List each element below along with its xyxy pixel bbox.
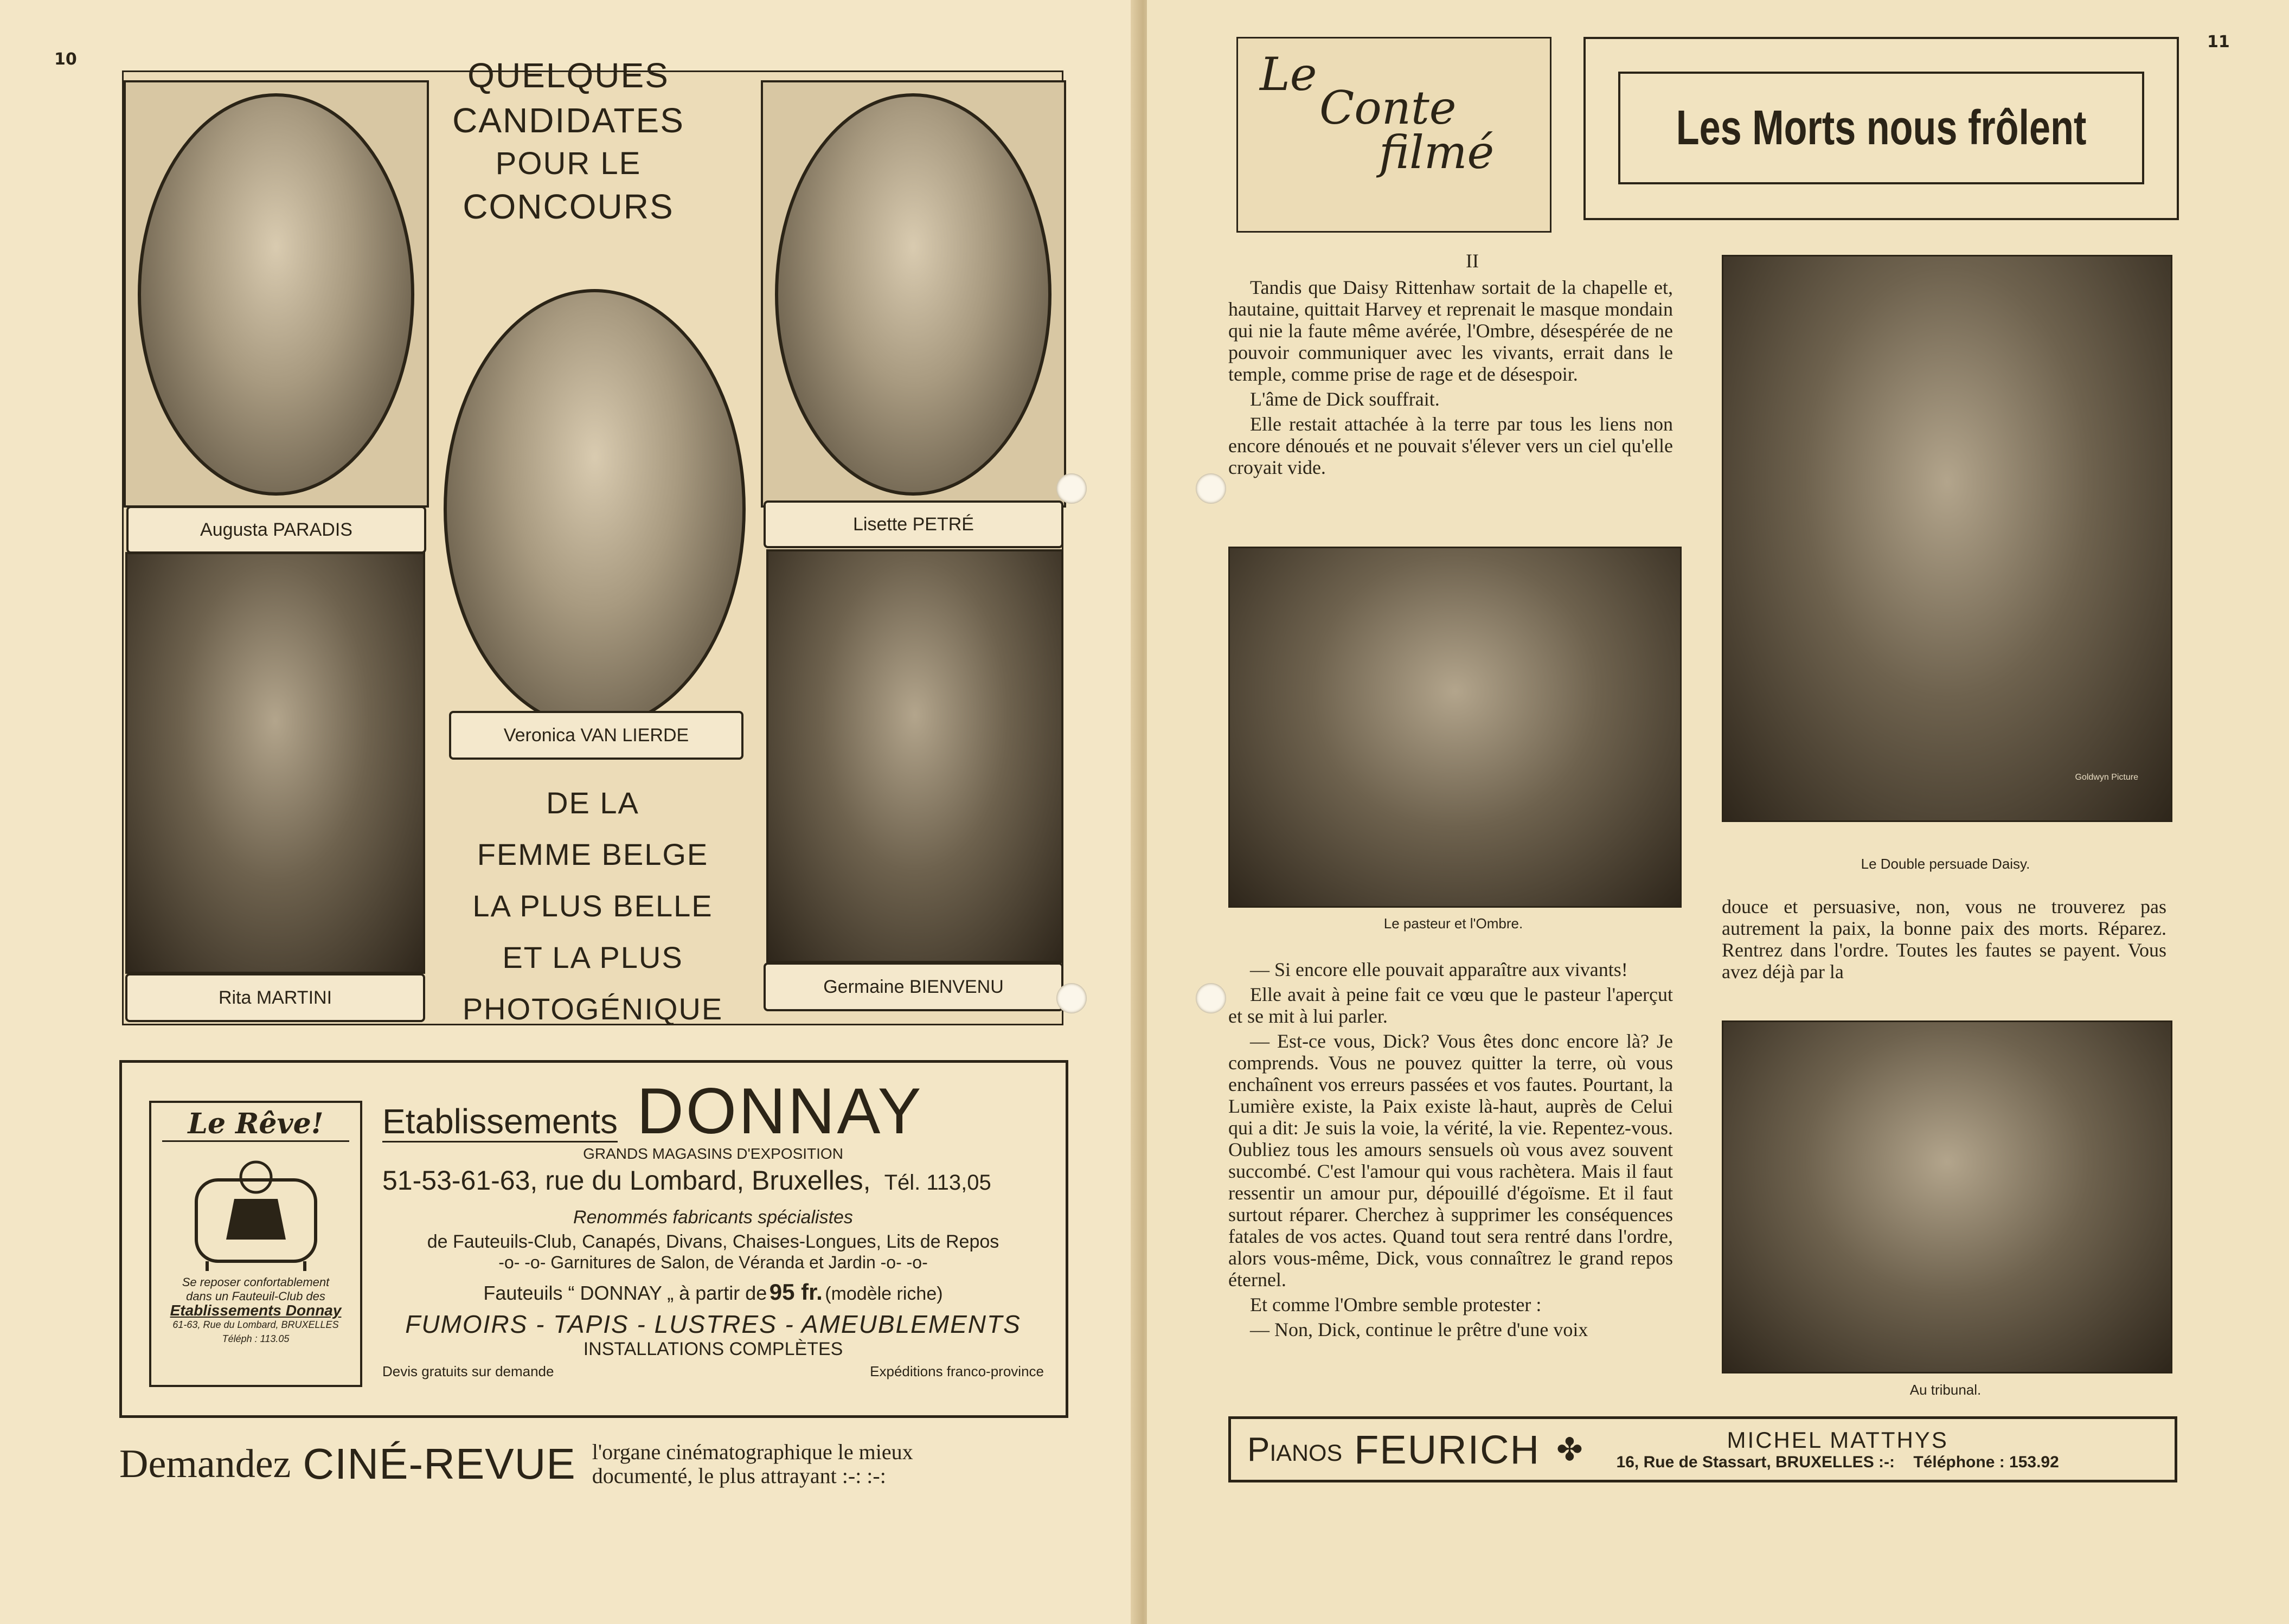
contest-title-line: CANDIDATES bbox=[452, 101, 684, 140]
story-paragraph: Elle avait à peine fait ce vœu que le pasteur l'aperçut et se mit à lui parler. bbox=[1228, 984, 1673, 1027]
donnay-categories: FUMOIRS - TAPIS - LUSTRES - AMEUBLEMENTS bbox=[405, 1310, 1021, 1338]
cine-revue-name: CINÉ-REVUE bbox=[303, 1440, 576, 1488]
binding-hole bbox=[1196, 983, 1226, 1013]
le-reve-logo bbox=[149, 1101, 362, 1387]
section-logo-word: filmé bbox=[1379, 126, 1495, 179]
logo-caption-line: dans un Fauteuil-Club des bbox=[186, 1289, 325, 1303]
feurich-phone: Téléphone : 153.92 bbox=[1913, 1453, 2059, 1471]
cine-revue-desc-line: l'organe cinématographique le mieux bbox=[592, 1440, 913, 1464]
binding-hole bbox=[1196, 473, 1226, 504]
donnay-phone: Tél. 113,05 bbox=[884, 1171, 991, 1195]
contest-title-line: QUELQUES bbox=[467, 56, 669, 95]
caption-pastor: Le pasteur et l'Ombre. bbox=[1383, 915, 1523, 932]
contest-subtitle bbox=[425, 777, 761, 1035]
contest-panel bbox=[122, 56, 1063, 1026]
logo-address: 61-63, Rue du Lombard, BRUXELLES bbox=[172, 1319, 339, 1330]
candidate-label-rita: Rita MARTINI bbox=[125, 973, 425, 1022]
logo-caption-line: Etablissements Donnay bbox=[170, 1302, 342, 1319]
section-logo bbox=[1236, 37, 1551, 233]
donnay-address: 51-53-61-63, rue du Lombard, Bruxelles, bbox=[382, 1165, 871, 1196]
donnay-offer-prefix: Fauteuils “ DONNAY „ à partir de bbox=[483, 1282, 767, 1304]
page-number-left: 10 bbox=[54, 50, 77, 69]
story-column-1-bottom bbox=[1228, 959, 1673, 1344]
donnay-tagline: GRANDS MAGASINS D'EXPOSITION bbox=[583, 1145, 843, 1162]
left-page bbox=[0, 0, 1139, 1624]
portrait-frame-augusta bbox=[124, 80, 429, 508]
contest-subtitle-line: PHOTOGÉNIQUE bbox=[462, 992, 723, 1026]
story-paragraph: Tandis que Daisy Rittenhaw sortait de la chapelle et, hautaine, quittait Harvey et reprenait le masque mondain qui nie la faute même avérée, l'Ombre, désespérée de ne pouvoir communiquer avec les vivants, errait dans le temple, comme prise de rage et de désespoir. bbox=[1228, 277, 1673, 385]
cine-revue-banner bbox=[119, 1432, 1074, 1497]
donnay-offer-suffix: (modèle riche) bbox=[825, 1283, 943, 1304]
logo-phone: Téléph : 113.05 bbox=[222, 1333, 290, 1344]
right-page bbox=[1147, 0, 2289, 1624]
donnay-quotes: Devis gratuits sur demande bbox=[382, 1363, 554, 1379]
story-paragraph: Elle restait attachée à la terre par tous les liens non encore dénoués et ne pouvait s'élever vers un ciel qu'elle croyait vide. bbox=[1228, 413, 1673, 478]
clover-ornament-icon: ✤ bbox=[1556, 1431, 1583, 1468]
story-column-1-top bbox=[1228, 277, 1673, 482]
photo-tribunal bbox=[1722, 1020, 2172, 1373]
story-paragraph: — Si encore elle pouvait apparaître aux vivants! bbox=[1250, 959, 1628, 980]
candidate-label-lisette: Lisette PETRÉ bbox=[764, 500, 1063, 548]
donnay-advertisement bbox=[119, 1060, 1068, 1418]
contest-subtitle-line: FEMME BELGE bbox=[477, 837, 709, 871]
story-column-2 bbox=[1722, 896, 2166, 986]
candidate-label-veronica: Veronica VAN LIERDE bbox=[449, 711, 743, 760]
cine-revue-desc-line: documenté, le plus attrayant :-: :-: bbox=[592, 1463, 886, 1488]
donnay-products-line1: de Fauteuils-Club, Canapés, Divans, Chaises-Longues, Lits de Repos bbox=[427, 1231, 999, 1252]
story-title-box bbox=[1618, 72, 2144, 184]
portrait-photo-germaine bbox=[766, 549, 1063, 963]
feurich-advertisement bbox=[1228, 1416, 2177, 1482]
story-paragraph: Et comme l'Ombre semble protester : bbox=[1250, 1294, 1542, 1315]
photo-pastor-and-shadow bbox=[1228, 547, 1682, 908]
story-title-frame bbox=[1583, 37, 2179, 220]
donnay-products-line2: -o- -o- Garnitures de Salon, de Véranda et Jardin -o- -o- bbox=[498, 1253, 928, 1272]
portrait-photo-lisette bbox=[775, 93, 1051, 496]
contest-title-line: CONCOURS bbox=[463, 187, 674, 226]
section-logo-word: Le bbox=[1260, 48, 1317, 101]
donnay-specialists: Renommés fabricants spécialistes bbox=[573, 1207, 853, 1228]
feurich-brand-name: FEURICH bbox=[1354, 1427, 1541, 1472]
portrait-photo-veronica bbox=[444, 289, 746, 729]
contest-title bbox=[416, 53, 720, 229]
feurich-brand-prefix: Pianos bbox=[1247, 1430, 1343, 1468]
donnay-offer-price: 95 fr. bbox=[769, 1279, 823, 1305]
caption-double: Le Double persuade Daisy. bbox=[1861, 856, 2030, 872]
story-paragraph: — Est-ce vous, Dick? Vous êtes donc encore là? Je comprends. Vous ne pouvez quitter la terre, où vous enchaînent vos erreurs passées et vos fautes. Pourtant, la Lumière existe, la Paix existe là-haut, auprès de Celui qui a dit: Je suis la voie, la vérité, la vie. Repentez-vous. Oubliez tous les amours sensuels où vous avez souvent succombé. C'est l'amour qui vous rachètera. Mais il faut ressentir un amour pur, dépouillé d'égoïsme. Et il faut surtout réparer. Cherchez à supprimer les conséquences fatales de vos actes. Quand tout sera rentré dans l'ordre, alors vous-même, Dick, vous connaîtrez le grand repos éternel. bbox=[1228, 1030, 1673, 1291]
donnay-installations: INSTALLATIONS COMPLÈTES bbox=[583, 1339, 843, 1359]
contest-subtitle-line: DE LA bbox=[546, 786, 639, 820]
contest-subtitle-line: ET LA PLUS bbox=[502, 940, 683, 974]
le-reve-logo-text: Le Rêve! bbox=[162, 1107, 349, 1142]
contest-title-line: POUR LE bbox=[495, 146, 642, 182]
feurich-dealer-block bbox=[1605, 1427, 2071, 1472]
contest-subtitle-line: LA PLUS BELLE bbox=[472, 889, 713, 923]
donnay-shipping: Expéditions franco-province bbox=[870, 1363, 1044, 1379]
candidate-label-augusta: Augusta PARADIS bbox=[126, 506, 426, 554]
binding-hole bbox=[1056, 983, 1087, 1013]
section-logo-word: Conte bbox=[1319, 81, 1457, 134]
story-paragraph: — Non, Dick, continue le prêtre d'une voix bbox=[1250, 1319, 1588, 1340]
story-paragraph: L'âme de Dick souffrait. bbox=[1250, 388, 1440, 410]
binding-hole bbox=[1056, 473, 1087, 504]
donnay-company-name: DONNAY bbox=[637, 1075, 924, 1147]
candidate-label-germaine: Germaine BIENVENU bbox=[764, 962, 1063, 1011]
portrait-photo-augusta bbox=[138, 93, 414, 496]
story-paragraph: douce et persuasive, non, vous ne trouverez pas autrement la paix, la bonne paix des morts. Réparez. Rentrez dans l'ordre. Toutes les fautes se payent. Vous avez déjà par la bbox=[1722, 896, 2166, 983]
chapter-number: II bbox=[1466, 250, 1479, 272]
page-number-right: 11 bbox=[2207, 33, 2230, 52]
story-title: Les Morts nous frôlent bbox=[1676, 100, 2087, 155]
portrait-frame-lisette bbox=[761, 80, 1066, 508]
caption-tribunal: Au tribunal. bbox=[1909, 1382, 1982, 1398]
armchair-illustration-icon bbox=[175, 1147, 337, 1272]
donnay-company-prefix: Etablissements bbox=[382, 1102, 618, 1142]
feurich-dealer: MICHEL MATTHYS bbox=[1727, 1427, 1948, 1453]
logo-caption-line: Se reposer confortablement bbox=[182, 1275, 330, 1289]
portrait-photo-rita bbox=[125, 552, 425, 974]
donnay-ad-body bbox=[382, 1074, 1044, 1380]
studio-stamp: Goldwyn Picture bbox=[2075, 773, 2138, 782]
cine-revue-description bbox=[592, 1440, 913, 1488]
cine-revue-prefix: Demandez bbox=[119, 1441, 291, 1486]
photo-double-persuades-daisy bbox=[1722, 255, 2172, 822]
feurich-address: 16, Rue de Stassart, BRUXELLES :-: bbox=[1616, 1453, 1895, 1471]
